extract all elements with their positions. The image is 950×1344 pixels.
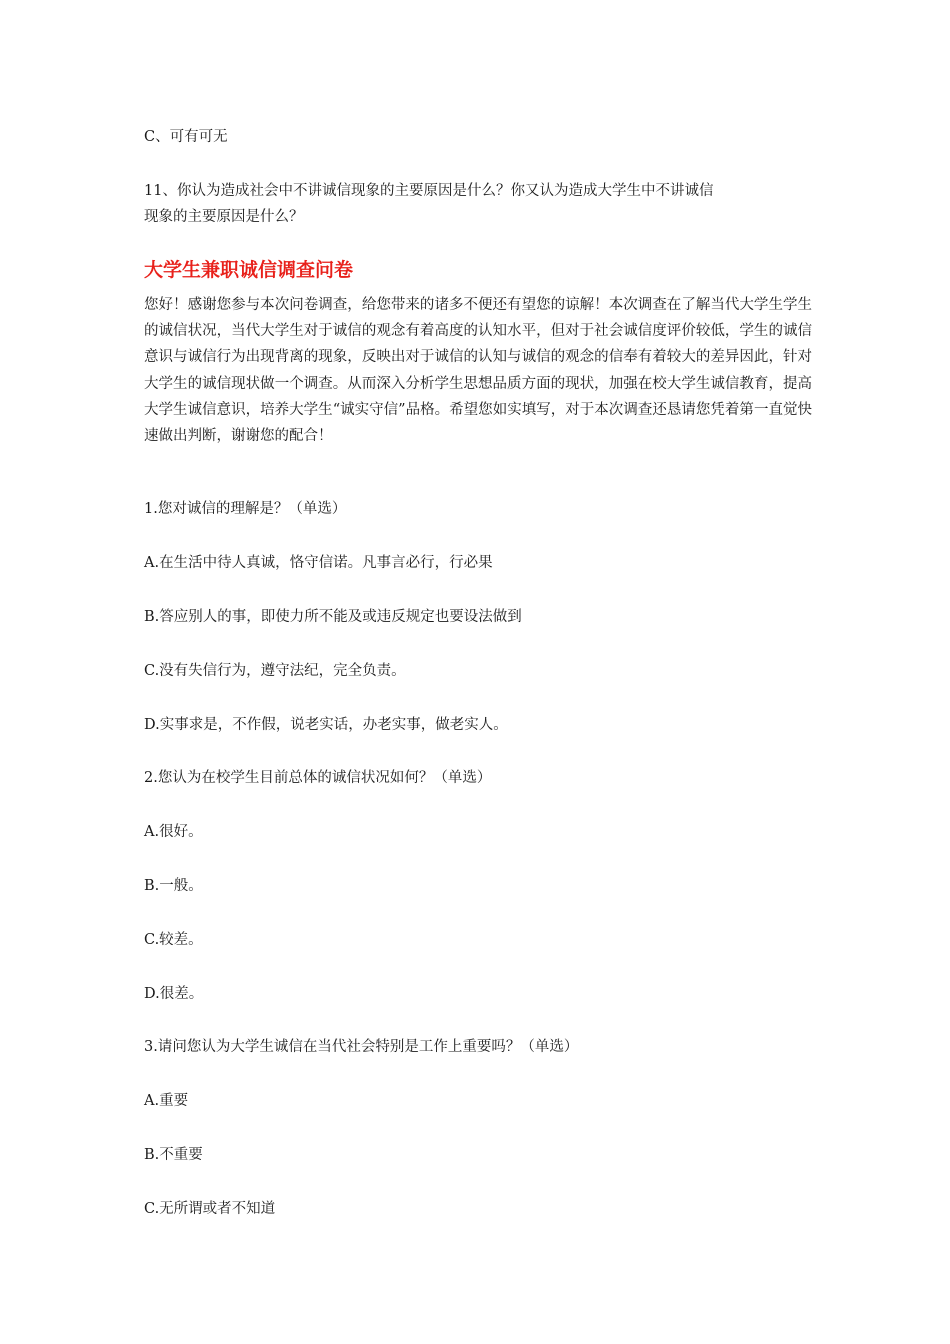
- q3-option-c: C.无所谓或者不知道: [144, 1201, 276, 1217]
- question-3: 3.请问您认为大学生诚信在当代社会特别是工作上重要吗？（单选）: [144, 1039, 579, 1055]
- question-1: 1.您对诚信的理解是？（单选）: [144, 501, 347, 517]
- q2-option-d: D.很差。: [144, 986, 204, 1002]
- question-11-line-1: 11、你认为造成社会中不讲诚信现象的主要原因是什么？你又认为造成大学生中不讲诚信: [144, 183, 714, 199]
- q1-option-c: C.没有失信行为，遵守法纪，完全负责。: [144, 663, 406, 679]
- survey-title: 大学生兼职诚信调查问卷: [144, 259, 354, 281]
- survey-intro: 您好！感谢您参与本次问卷调查，给您带来的诸多不便还有望您的谅解！本次调查在了解当代大学生学生的诚信状况，当代大学生对于诚信的观念有着高度的认知水平，但对于社会诚信度评价较低，学生的诚信意识与诚信行为出现背离的现象，反映出对于诚信的认知与诚信的观念的信奉有着较大的差异因此，针对大学生的诚信现状做一个调查。从而深入分析学生思想品质方面的现状，加强在校大学生诚信教育，提高大学生诚信意识，培养大学生“诚实守信”品格。希望您如实填写，对于本次调查还恳请您凭着第一直觉快速做出判断，谢谢您的配合！: [144, 297, 812, 445]
- q2-option-a: A.很好。: [144, 824, 203, 840]
- question-2: 2.您认为在校学生目前总体的诚信状况如何？（单选）: [144, 770, 492, 786]
- q1-option-a: A.在生活中待人真诚，恪守信诺。凡事言必行，行必果: [144, 555, 493, 571]
- q2-option-b: B.一般。: [144, 878, 203, 894]
- q1-option-b: B.答应别人的事，即使力所不能及或违反规定也要设法做到: [144, 609, 522, 625]
- prev-option-c: C、可有可无: [144, 129, 228, 145]
- q3-option-b: B.不重要: [144, 1147, 203, 1163]
- q3-option-a: A.重要: [144, 1093, 189, 1109]
- question-11-line-2: 现象的主要原因是什么？: [144, 209, 304, 225]
- q2-option-c: C.较差。: [144, 932, 203, 948]
- q1-option-d: D.实事求是，不作假，说老实话，办老实事，做老实人。: [144, 717, 508, 733]
